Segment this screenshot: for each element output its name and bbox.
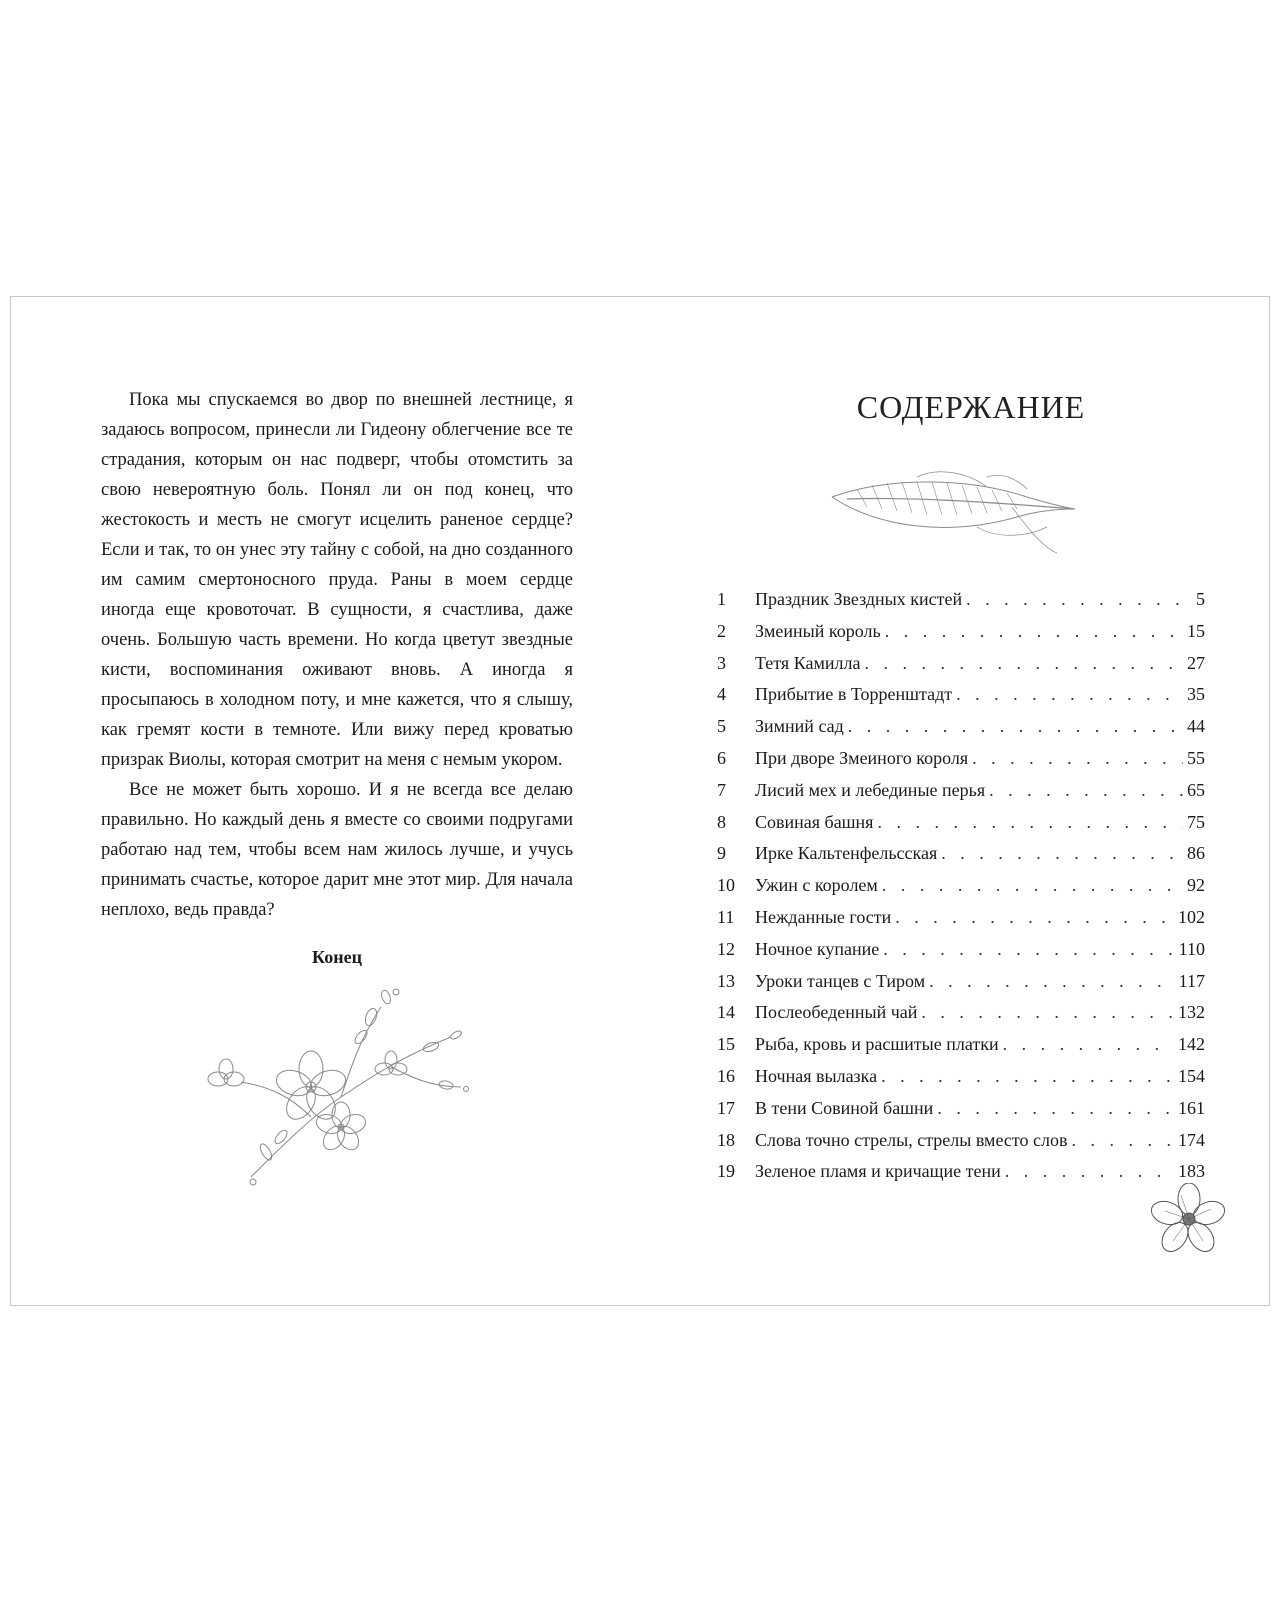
toc-entry-page: 142 [1178,1034,1205,1055]
toc-entry-title: Ночная вылазка [755,1065,878,1086]
toc-dot-leader [941,843,1183,864]
toc-entry-title: Тетя Камилла [755,652,861,673]
toc-heading: СОДЕРЖАНИЕ [856,389,1086,425]
toc-entry-number: 12 [717,938,735,959]
toc-entry-title: Рыба, кровь и расшитые платки [755,1034,999,1055]
toc-entry[interactable] [717,621,1205,653]
toc-dot-leader [989,780,1183,801]
toc-entry-page: 174 [1178,1129,1205,1150]
toc-dot-leader [929,971,1175,992]
toc-entry[interactable] [717,812,1205,844]
small-flower-illustration [1151,1183,1227,1253]
toc-entry-page: 132 [1178,1002,1205,1023]
toc-entry-title: Зеленое пламя и кричащие тени [755,1161,1001,1182]
toc-entry-page: 35 [1187,684,1205,705]
table-of-contents [717,589,1205,1193]
toc-entry[interactable] [717,1130,1205,1162]
toc-dot-leader [895,907,1174,928]
toc-entry-number: 18 [717,1129,735,1150]
toc-entry-page: 102 [1178,906,1205,927]
paragraph-1: Пока мы спускаемся во двор по внешней лестнице, я задаюсь вопросом, принесли ли Гидеону облегчение все те страдания, которым он нас подверг, чтобы отомстить за свою невероятную боль. Понял ли он под конец, что жестокость и месть не смогут исцелить раненое сердце? Если и так, то он унес эту тайну с собой, на дно созданного им самим смертоносного пруда. Раны в моем сердце иногда еще кровоточат. В сущности, я счастлива, даже очень. Большую часть времени. Но когда цветут звездные кисти, воспоминания оживают вновь. А иногда я просыпаюсь в холодном поту, и мне кажется, что я слышу, как гремят кости в темноте. Или вижу перед кроватью призрак Виолы, которая смотрит на меня с немым укором. [101,390,573,770]
toc-dot-leader [864,653,1183,674]
left-page [101,385,573,968]
toc-entry[interactable] [717,1034,1205,1066]
toc-entry[interactable] [717,1002,1205,1034]
toc-entry-title: При дворе Змеиного короля [755,747,969,768]
toc-entry-title: Совиная башня [755,811,874,832]
toc-entry-number: 2 [717,620,726,641]
toc-entry-number: 1 [717,589,726,609]
toc-entry-number: 11 [717,906,735,927]
toc-entry-title: Слова точно стрелы, стрелы вместо слов [755,1129,1068,1150]
toc-entry-number: 14 [717,1002,735,1023]
toc-entry-number: 10 [717,875,735,896]
toc-dot-leader [937,1098,1174,1119]
toc-dot-leader [1071,1130,1174,1151]
toc-entry-page: 65 [1187,779,1205,800]
toc-entry[interactable] [717,716,1205,748]
toc-entry-title: Ужин с королем [755,875,878,896]
toc-entry-page: 86 [1187,843,1205,864]
toc-entry-title: Нежданные гости [755,906,892,927]
toc-entry-title: В тени Совиной башни [755,1097,934,1118]
toc-dot-leader [921,1002,1174,1023]
toc-entry[interactable] [717,1098,1205,1130]
toc-entry[interactable] [717,780,1205,812]
toc-entry-page: 161 [1178,1097,1205,1118]
toc-dot-leader [877,812,1183,833]
toc-entry[interactable] [717,1161,1205,1193]
toc-entry-number: 15 [717,1034,735,1055]
toc-entry-page: 44 [1187,716,1205,737]
toc-entry-title: Уроки танцев с Тиром [755,970,926,991]
toc-entry-title: Ночное купание [755,938,880,959]
toc-dot-leader [881,1066,1174,1087]
toc-entry-number: 5 [717,716,726,737]
toc-entry-page: 27 [1187,652,1205,673]
toc-entry-number: 19 [717,1161,735,1182]
flower-branch-illustration [191,977,481,1197]
toc-entry-page: 55 [1187,747,1205,768]
toc-entry-title: Ирке Кальтенфельсская [755,843,938,864]
toc-entry-number: 17 [717,1097,735,1118]
toc-dot-leader [848,716,1183,737]
toc-dot-leader [956,684,1183,705]
toc-entry-title: Послеобеденный чай [755,1002,918,1023]
toc-entry[interactable] [717,939,1205,971]
toc-entry-page: 183 [1178,1161,1205,1182]
toc-dot-leader [972,748,1183,769]
toc-entry[interactable] [717,653,1205,685]
paragraph-2: Все не может быть хорошо. И я не всегда все делаю правильно. Но каждый день я вместе со своими подругами работаю над тем, чтобы всем нам жилось лучше, и учусь принимать счастье, которое дарит мне этот мир. Для начала неплохо, ведь правда? [101,780,573,920]
toc-entry-number: 16 [717,1065,735,1086]
toc-entry-page: 154 [1178,1065,1205,1086]
toc-entry-number: 3 [717,652,726,673]
toc-entry-number: 13 [717,970,735,991]
feather-illustration [827,467,1077,557]
toc-entry-title: Зимний сад [755,716,844,737]
toc-entry-number: 4 [717,684,726,705]
toc-entry-page: 75 [1187,811,1205,832]
toc-entry-title: Змеиный король [755,620,881,641]
toc-entry-page: 5 [1196,589,1205,609]
toc-entry-number: 6 [717,747,726,768]
toc-dot-leader [1005,1161,1174,1182]
toc-dot-leader [966,589,1192,610]
toc-entry-page: 15 [1187,620,1205,641]
toc-entry-title: Лисий мех и лебединые перья [755,779,986,800]
toc-entry[interactable] [717,843,1205,875]
toc-entry-number: 7 [717,779,726,800]
toc-entry[interactable] [717,875,1205,907]
toc-dot-leader [883,939,1174,960]
toc-entry-number: 8 [717,811,726,832]
toc-entry[interactable] [717,684,1205,716]
toc-entry[interactable] [717,1066,1205,1098]
toc-entry[interactable] [717,971,1205,1003]
toc-dot-leader [882,875,1183,896]
toc-entry-page: 117 [1178,970,1205,991]
book-spread [10,296,1270,1306]
toc-entry[interactable] [717,589,1205,621]
toc-entry-title: Праздник Звездных кистей [755,589,963,609]
toc-entry-title: Прибытие в Торренштадт [755,684,953,705]
toc-entry[interactable] [717,748,1205,780]
toc-dot-leader [885,621,1183,642]
toc-dot-leader [1003,1034,1174,1055]
ending-label: Конец [312,947,362,967]
toc-entry-page: 92 [1187,875,1205,896]
toc-entry-number: 9 [717,843,726,864]
toc-entry-page: 110 [1178,938,1205,959]
toc-entry[interactable] [717,907,1205,939]
